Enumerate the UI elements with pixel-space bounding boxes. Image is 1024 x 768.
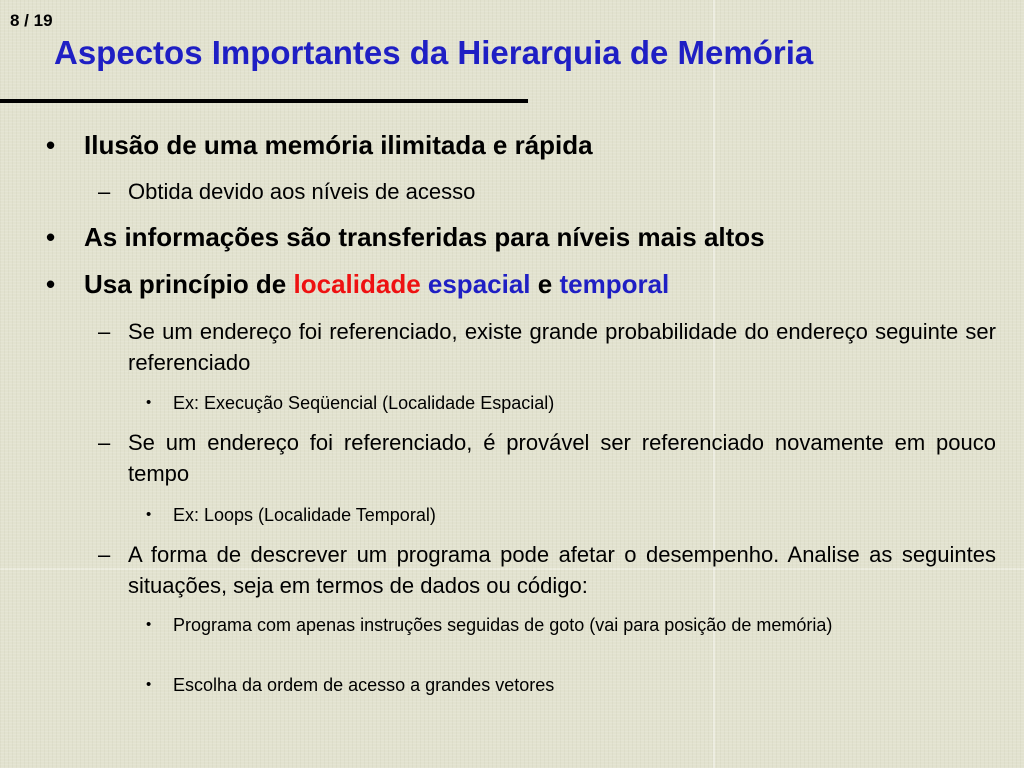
title-underline [0, 99, 528, 103]
bullet-marker: • [146, 676, 152, 693]
bullet-item-3 [46, 269, 1004, 299]
sub-item-text: Obtida devido aos níveis de acesso [128, 179, 476, 204]
example-text: Ex: Execução Seqüencial (Localidade Espacial) [173, 393, 555, 413]
bullet-marker: • [146, 506, 152, 523]
bullet-text-prefix: Usa princípio de [84, 269, 294, 299]
example-text: Ex: Loops (Localidade Temporal) [173, 505, 436, 525]
example-3-3-2 [146, 673, 996, 697]
example-text: Programa com apenas instruções seguidas de goto (vai para posição de memória) [173, 615, 833, 635]
bullet-marker: • [46, 269, 56, 299]
example-3-1 [146, 391, 996, 415]
example-text: Escolha da ordem de acesso a grandes vetores [173, 675, 555, 695]
dash-marker: – [98, 179, 111, 204]
bullet-item-2 [46, 222, 1004, 252]
keyword-temporal: temporal [559, 269, 670, 299]
bullet-marker: • [146, 394, 152, 411]
bullet-marker: • [46, 222, 56, 252]
keyword-espacial: espacial [427, 269, 531, 299]
sub-item-text: Se um endereço foi referenciado, existe grande probabilidade do endereço seguinte ser referenciado [128, 319, 996, 375]
bullet-marker: • [46, 130, 56, 160]
sub-item-3-2 [98, 427, 996, 489]
conjunction: e [537, 269, 553, 299]
page-number: 8 / 19 [10, 11, 53, 30]
dash-marker: – [98, 430, 111, 455]
dash-marker: – [98, 542, 111, 567]
dash-marker: – [98, 319, 111, 344]
keyword-localidade: localidade [293, 269, 421, 299]
bullet-item-1 [46, 130, 1004, 160]
slide-title: Aspectos Importantes da Hierarquia de Memória [54, 34, 814, 71]
sub-item-text: A forma de descrever um programa pode afetar o desempenho. Analise as seguintes situações, seja em termos de dados ou código: [128, 542, 996, 598]
sub-item-3-3 [98, 539, 996, 601]
bullet-marker: • [146, 616, 152, 633]
bullet-text: As informações são transferidas para níveis mais altos [84, 222, 765, 252]
bullet-text: Ilusão de uma memória ilimitada e rápida [84, 130, 593, 160]
sub-item-3-1 [98, 316, 996, 378]
example-3-2 [146, 503, 996, 527]
example-3-3-1 [146, 613, 996, 637]
sub-item-1-1 [98, 176, 996, 207]
sub-item-text: Se um endereço foi referenciado, é provável ser referenciado novamente em pouco tempo [128, 430, 996, 486]
